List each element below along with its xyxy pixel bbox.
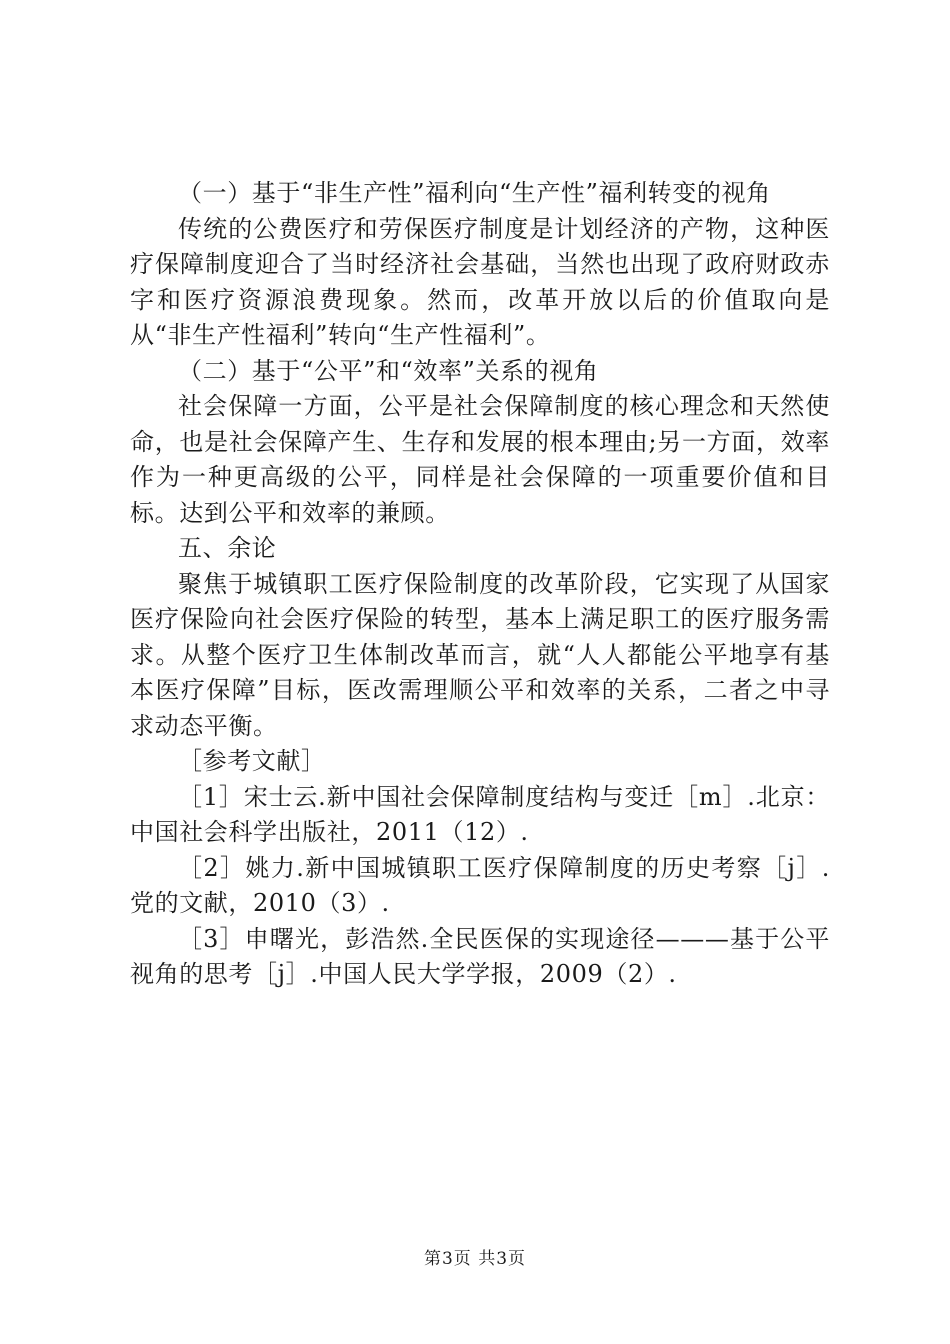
page-number-footer: 第3页 共3页 xyxy=(423,1249,527,1269)
document-body xyxy=(130,176,830,993)
body-paragraph: 传统的公费医疗和劳保医疗制度是计划经济的产物，这种医疗保障制度迎合了当时经济社会基础，当然也出现了政府财政赤字和医疗资源浪费现象。然而，改革开放以后的价值取向是从“非生产性福利”转向“生产性福利”。 xyxy=(130,214,830,349)
body-paragraph: 聚焦于城镇职工医疗保险制度的改革阶段，它实现了从国家医疗保险向社会医疗保险的转型，基本上满足职工的医疗服务需求。从整个医疗卫生体制改革而言，就“人人都能公平地享有基本医疗保障”目标，医改需理顺公平和效率的关系，二者之中寻求动态平衡。 xyxy=(130,569,830,740)
references-heading: ［参考文献］ xyxy=(178,747,326,775)
reference-item: ［2］姚力.新中国城镇职工医疗保障制度的历史考察［j］.党的文献，2010（3）. xyxy=(130,853,830,917)
section-heading-one: （一）基于“非生产性”福利向“生产性”福利转变的视角 xyxy=(178,179,771,207)
section-heading-two: （二）基于“公平”和“效率”关系的视角 xyxy=(178,356,599,385)
section-heading-five: 五、余论 xyxy=(178,534,277,562)
body-paragraph: 社会保障一方面，公平是社会保障制度的核心理念和天然使命，也是社会保障产生、生存和发展的根本理由;另一方面，效率作为一种更高级的公平，同样是社会保障的一项重要价值和目标。达到公平和效率的兼顾。 xyxy=(130,392,830,527)
reference-item: ［1］宋士云.新中国社会保障制度结构与变迁［m］.北京：中国社会科学出版社，2011（12）. xyxy=(130,782,830,846)
reference-item: ［3］申曙光，彭浩然.全民医保的实现途径———基于公平视角的思考［j］.中国人民大学学报，2009（2）. xyxy=(130,924,830,988)
